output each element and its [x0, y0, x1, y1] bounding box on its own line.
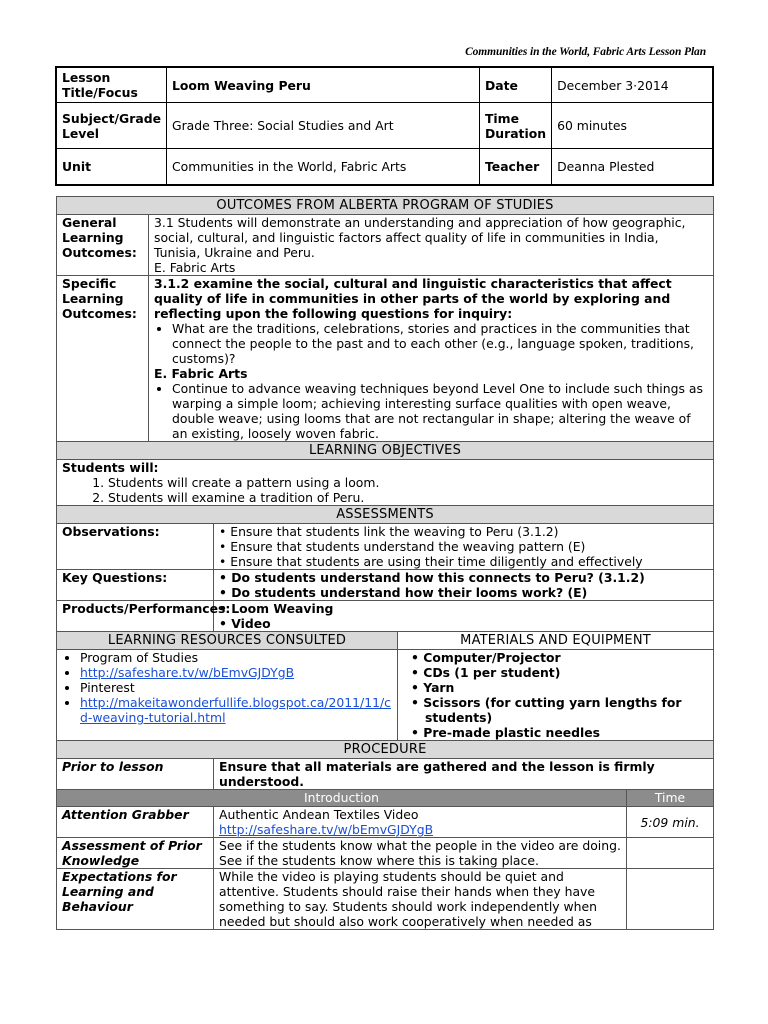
objective-item: 1. Students will create a pattern using a loom.: [108, 475, 708, 490]
expectations-time: [627, 869, 714, 930]
attention-grabber-cell: [214, 807, 627, 838]
observation-item: • Ensure that students understand the weaving pattern (E): [219, 539, 708, 554]
attention-grabber-time: 5:09 min.: [627, 807, 714, 838]
unit-value: Communities in the World, Fabric Arts: [166, 149, 479, 185]
expectations-label: Expectations for Learning and Behaviour: [57, 869, 214, 930]
resource-link[interactable]: http://safeshare.tv/w/bEmvGJDYgB: [80, 665, 295, 680]
unit-label: Unit: [56, 149, 166, 185]
teacher-label: Teacher: [479, 149, 551, 185]
attention-grabber-label: Attention Grabber: [57, 807, 214, 838]
objective-item: 2. Students will examine a tradition of Peru.: [108, 490, 708, 505]
materials-heading: MATERIALS AND EQUIPMENT: [398, 632, 714, 650]
resource-item: • Pinterest: [80, 680, 392, 695]
material-item: • Pre-made plastic needles: [411, 725, 601, 740]
observation-item: • Ensure that students link the weaving to Peru (3.1.2): [219, 524, 708, 539]
objectives-intro: Students will:: [62, 460, 159, 475]
materials-cell: [398, 650, 714, 741]
prior-to-lesson-text: Ensure that all materials are gathered and the lesson is firmly understood.: [214, 759, 714, 790]
specific-outcomes-label: Specific Learning Outcomes:: [57, 276, 149, 442]
prior-knowledge-label: Assessment of Prior Knowledge: [57, 838, 214, 869]
products-cell: [214, 601, 714, 632]
objectives-heading: LEARNING OBJECTIVES: [57, 442, 714, 460]
observation-item: • Ensure that students are using their time diligently and effectively: [219, 554, 708, 569]
general-outcomes-cell: [149, 215, 714, 276]
observations-cell: [214, 524, 714, 570]
date-label: Date: [479, 67, 551, 103]
specific-outcomes-intro: 3.1.2 examine the social, cultural and linguistic characteristics that affect quality of life in communities in other parts of the world by exploring and reflecting upon the following questions for inquiry:: [154, 276, 672, 321]
outcomes-heading: OUTCOMES FROM ALBERTA PROGRAM OF STUDIES: [57, 197, 714, 215]
expectations-text: While the video is playing students should be quiet and attentive. Students should raise their hands when they have something to say. Students should work independently when needed but should also work cooperatively when needed as: [214, 869, 627, 930]
objectives-cell: [57, 460, 714, 506]
subject-label: Subject/Grade Level: [56, 103, 166, 149]
general-outcomes-text: 3.1 Students will demonstrate an understanding and appreciation of how geographic, social, cultural, and linguistic factors affect quality of life in communities in India, Tunisia, Ukraine and Peru.: [154, 215, 686, 260]
subject-value: Grade Three: Social Studies and Art: [166, 103, 479, 149]
key-questions-label: Key Questions:: [57, 570, 214, 601]
material-item: • CDs (1 per student): [411, 665, 561, 680]
time-heading: Time: [627, 790, 714, 807]
lesson-title-label: Lesson Title/Focus: [56, 67, 166, 103]
date-value: December 3·2014: [552, 67, 713, 103]
material-item: • Scissors (for cutting yarn lengths for students): [411, 695, 682, 725]
observations-label: Observations:: [57, 524, 214, 570]
lesson-title-value: Loom Weaving Peru: [166, 67, 479, 103]
product-item: • Loom Weaving: [219, 601, 708, 616]
specific-outcomes-bullet-2: • Continue to advance weaving techniques beyond Level One to include such things as warping a simple loom; achieving interesting surface qualities with open weave, double weave; using looms that are not rectangular in shape; altering the weave of an existing, loosely woven fabric.: [172, 381, 708, 441]
products-label: Products/Performances:: [57, 601, 214, 632]
resource-item: • Program of Studies: [80, 650, 392, 665]
attention-grabber-link[interactable]: http://safeshare.tv/w/bEmvGJDYgB: [219, 822, 434, 837]
lesson-plan-table: [56, 196, 714, 930]
key-question-item: • Do students understand how their looms work? (E): [219, 585, 708, 600]
material-item: • Computer/Projector: [411, 650, 561, 665]
procedure-heading: PROCEDURE: [57, 741, 714, 759]
material-item: • Yarn: [411, 680, 455, 695]
introduction-heading: Introduction: [57, 790, 627, 807]
key-questions-cell: [214, 570, 714, 601]
specific-outcomes-sub: E. Fabric Arts: [154, 366, 248, 381]
teacher-value: Deanna Plested: [552, 149, 713, 185]
key-question-item: • Do students understand how this connects to Peru? (3.1.2): [219, 570, 708, 585]
resources-heading: LEARNING RESOURCES CONSULTED: [57, 632, 398, 650]
attention-grabber-text: Authentic Andean Textiles Video: [219, 807, 419, 822]
lesson-info-table: [55, 66, 714, 186]
resources-cell: [57, 650, 398, 741]
running-header: Communities in the World, Fabric Arts Lesson Plan: [465, 46, 706, 58]
assessments-heading: ASSESSMENTS: [57, 506, 714, 524]
prior-knowledge-text: See if the students know what the people in the video are doing. See if the students know where this is taking place.: [214, 838, 627, 869]
time-duration-value: 60 minutes: [552, 103, 713, 149]
prior-knowledge-time: [627, 838, 714, 869]
specific-outcomes-bullet: • What are the traditions, celebrations, stories and practices in the communities that connect the people to the past and to each other (e.g., language spoken, traditions, customs)?: [172, 321, 708, 366]
resource-link[interactable]: http://makeitawonderfullife.blogspot.ca/2011/11/cd-weaving-tutorial.html: [80, 695, 391, 725]
time-duration-label: Time Duration: [479, 103, 551, 149]
prior-to-lesson-label: Prior to lesson: [57, 759, 214, 790]
general-outcomes-sub: E. Fabric Arts: [154, 260, 236, 275]
specific-outcomes-cell: [149, 276, 714, 442]
product-item: • Video: [219, 616, 708, 631]
general-outcomes-label: General Learning Outcomes:: [57, 215, 149, 276]
